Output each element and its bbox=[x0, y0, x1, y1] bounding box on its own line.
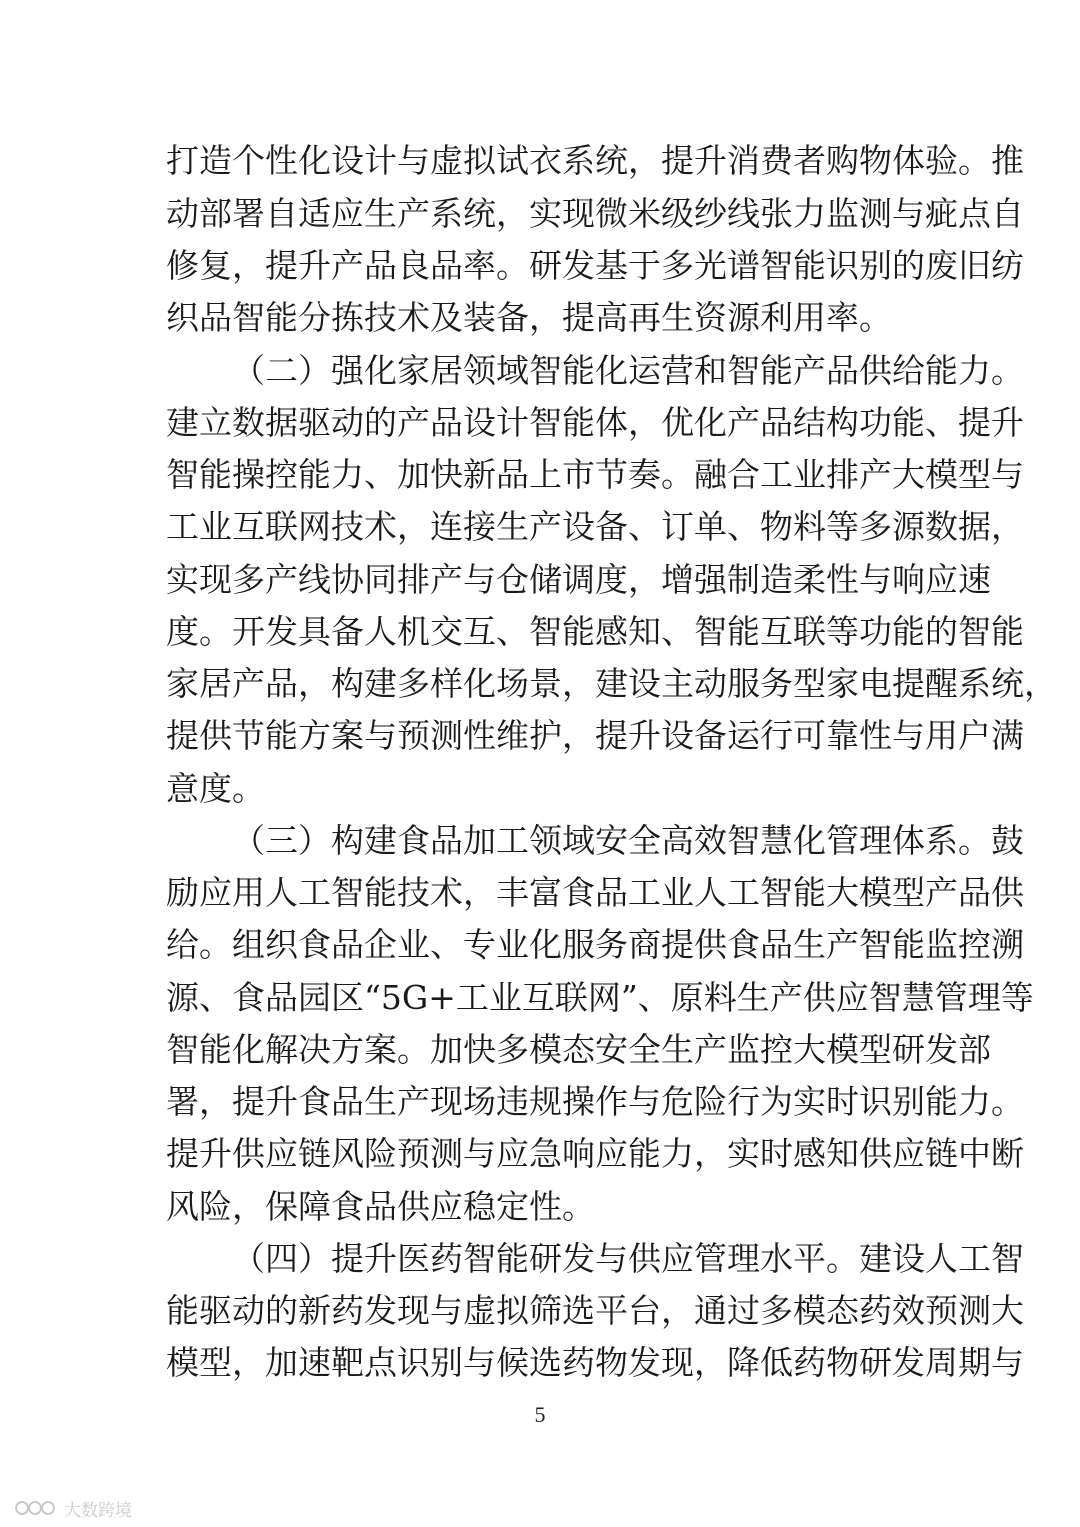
text-line: 实现多产线协同排产与仓储调度，增强制造柔性与响应速 bbox=[166, 560, 991, 599]
page-number: 5 bbox=[534, 1402, 546, 1427]
text-line: 打造个性化设计与虚拟试衣系统，提升消费者购物体验。推 bbox=[166, 141, 1024, 180]
text-line: 智能化解决方案。加快多模态安全生产监控大模型研发部 bbox=[166, 1030, 991, 1069]
text-line: 工业互联网技术，连接生产设备、订单、物料等多源数据， bbox=[166, 507, 1024, 546]
text-line: 提供节能方案与预测性维护，提升设备运行可靠性与用户满 bbox=[166, 716, 1024, 755]
text-line: 给。组织食品企业、专业化服务商提供食品生产智能监控溯 bbox=[166, 925, 1024, 964]
text-line: 模型，加速靶点识别与候选药物发现，降低药物研发周期与 bbox=[166, 1343, 1024, 1382]
section-heading-2: （二）强化家居领域智能化运营和智能产品供给能力。 bbox=[232, 351, 1024, 390]
text-line: 修复，提升产品良品率。研发基于多光谱智能识别的废旧纺 bbox=[166, 246, 1024, 285]
section-heading-3: （三）构建食品加工领域安全高效智慧化管理体系。鼓 bbox=[232, 821, 1024, 860]
watermark-text: 大数跨境 bbox=[64, 1500, 132, 1521]
text-line: 智能操控能力、加快新品上市节奏。融合工业排产大模型与 bbox=[166, 455, 1024, 494]
text-line: 意度。 bbox=[166, 769, 265, 808]
section-heading-4: （四）提升医药智能研发与供应管理水平。建设人工智 bbox=[232, 1239, 1024, 1278]
text-line: 署，提升食品生产现场违规操作与危险行为实时识别能力。 bbox=[166, 1082, 1024, 1121]
text-line: 源、食品园区“5G+工业互联网”、原料生产供应智慧管理等 bbox=[166, 978, 1034, 1017]
text-line: 织品智能分拣技术及装备，提高再生资源利用率。 bbox=[166, 298, 892, 337]
text-line: 提升供应链风险预测与应急响应能力，实时感知供应链中断 bbox=[166, 1134, 1024, 1173]
text-line: 家居产品，构建多样化场景，建设主动服务型家电提醒系统， bbox=[166, 664, 1057, 703]
text-line: 能驱动的新药发现与虚拟筛选平台，通过多模态药效预测大 bbox=[166, 1291, 1024, 1330]
text-line: 励应用人工智能技术，丰富食品工业人工智能大模型产品供 bbox=[166, 873, 1024, 912]
watermark-logo-icon bbox=[14, 1498, 58, 1518]
watermark bbox=[14, 1494, 132, 1522]
text-line: 建立数据驱动的产品设计智能体，优化产品结构功能、提升 bbox=[166, 403, 1024, 442]
text-line: 风险，保障食品供应稳定性。 bbox=[166, 1187, 595, 1226]
text-line: 度。开发具备人机交互、智能感知、智能互联等功能的智能 bbox=[166, 612, 1024, 651]
text-line: 动部署自适应生产系统，实现微米级纱线张力监测与疵点自 bbox=[166, 194, 1024, 233]
